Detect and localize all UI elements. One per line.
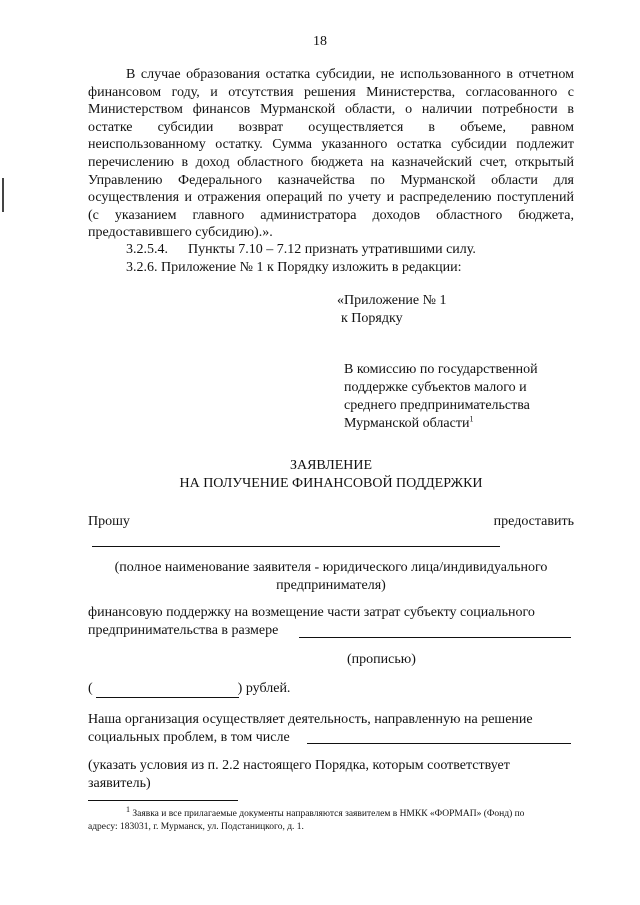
- page-number: 18: [313, 34, 327, 49]
- para1-line: предоставившего субсидию).».: [88, 225, 273, 241]
- item-3-2-5-4: [126, 241, 576, 259]
- title-line2: НА ПОЛУЧЕНИЕ ФИНАНСОВОЙ ПОДДЕРЖКИ: [179, 476, 483, 491]
- addressee-line: поддержке субъектов малого и: [344, 380, 527, 395]
- in-words-hint: (прописью): [347, 652, 416, 667]
- item-3-2-6: 3.2.6. Приложение № 1 к Порядку изложить в редакции:: [126, 260, 462, 275]
- support-amount-paragraph: [88, 604, 574, 640]
- footnote-separator: [88, 800, 238, 801]
- activity-blank[interactable]: [307, 743, 571, 744]
- request-row: [88, 513, 574, 531]
- addressee-line: Мурманской области$^1$: [344, 414, 474, 431]
- footnote-number: 1: [126, 804, 130, 814]
- conditions-hint-line2: заявитель): [88, 776, 151, 791]
- applicant-hint-line1: (полное наименование заявителя - юридического лица/индивидуального: [114, 560, 548, 575]
- amount-rubles-blank[interactable]: [96, 697, 239, 698]
- para1-line: неиспользованному остатку. Сумма указанного остатка субсидии подлежит: [88, 137, 574, 153]
- provide-word: предоставить: [493, 514, 574, 529]
- activity-paragraph: [88, 711, 574, 747]
- support-line2: предпринимательства в размере: [88, 623, 279, 638]
- paragraph-subsidy-remainder: [88, 66, 574, 242]
- amount-rubles-row: [88, 680, 388, 698]
- conditions-hint-line1: (указать условия из п. 2.2 настоящего Порядка, которым соответствует: [88, 758, 510, 773]
- addressee-line: среднего предпринимательства: [344, 398, 530, 413]
- footnote-line2: адресу: 183031, г. Мурманск, ул. Подстаницкого, д. 1.: [88, 822, 304, 832]
- paren-close: ) рублей.: [237, 681, 291, 696]
- paren-open: (: [88, 681, 93, 696]
- para1-line: остатке субсидии возврат осуществляется в объеме, равном: [88, 119, 574, 135]
- footnote-line1: $^1$ Заявка и все прилагаемые документы направляются заявителем в НМКК «ФОРМАП» (Фонд) по: [126, 804, 525, 819]
- ask-word: Прошу: [88, 514, 130, 529]
- item-number: 3.2.5.4.: [126, 242, 168, 257]
- para1-line: финансовом году, и отсутствия решения Министерства, согласованного с: [88, 84, 574, 100]
- addressee-block: [344, 361, 584, 433]
- para1-line: перечислению в доход областного бюджета на казначейский счет, открытый: [88, 154, 574, 170]
- para1-line: В случае образования остатка субсидии, не использованного в отчетном: [126, 67, 574, 82]
- activity-line2: социальных проблем, в том числе: [88, 730, 290, 745]
- para1-line: осуществления и отражения операций по учету и распределению поступлений: [88, 190, 574, 206]
- footnote: [88, 804, 574, 834]
- para1-line: Управлению Федерального казначейства по Мурманской области для: [88, 172, 574, 188]
- support-amount-blank[interactable]: [299, 637, 571, 638]
- para1-line: (с указанием главного администратора доходов областного бюджета,: [88, 207, 574, 223]
- appendix-reference: [337, 292, 577, 328]
- conditions-hint: [88, 757, 574, 793]
- addressee-line: В комиссию по государственной: [344, 362, 538, 377]
- footnote-mark: 1: [469, 414, 474, 424]
- appendix-line2: к Порядку: [341, 311, 403, 326]
- appendix-line1: «Приложение № 1: [337, 293, 447, 308]
- applicant-hint: [88, 559, 574, 595]
- item-text: Пункты 7.10 – 7.12 признать утратившими силу.: [188, 242, 476, 257]
- applicant-name-blank[interactable]: [92, 546, 500, 547]
- title-line1: ЗАЯВЛЕНИЕ: [289, 458, 373, 473]
- para1-line: Министерством финансов Мурманской области, о наличии потребности в: [88, 102, 574, 118]
- applicant-hint-line2: предпринимателя): [276, 578, 386, 593]
- support-line1: финансовую поддержку на возмещение части затрат субъекту социального: [88, 605, 535, 620]
- document-title: [88, 457, 574, 493]
- activity-line1: Наша организация осуществляет деятельность, направленную на решение: [88, 712, 533, 727]
- scan-margin-mark: [2, 178, 4, 212]
